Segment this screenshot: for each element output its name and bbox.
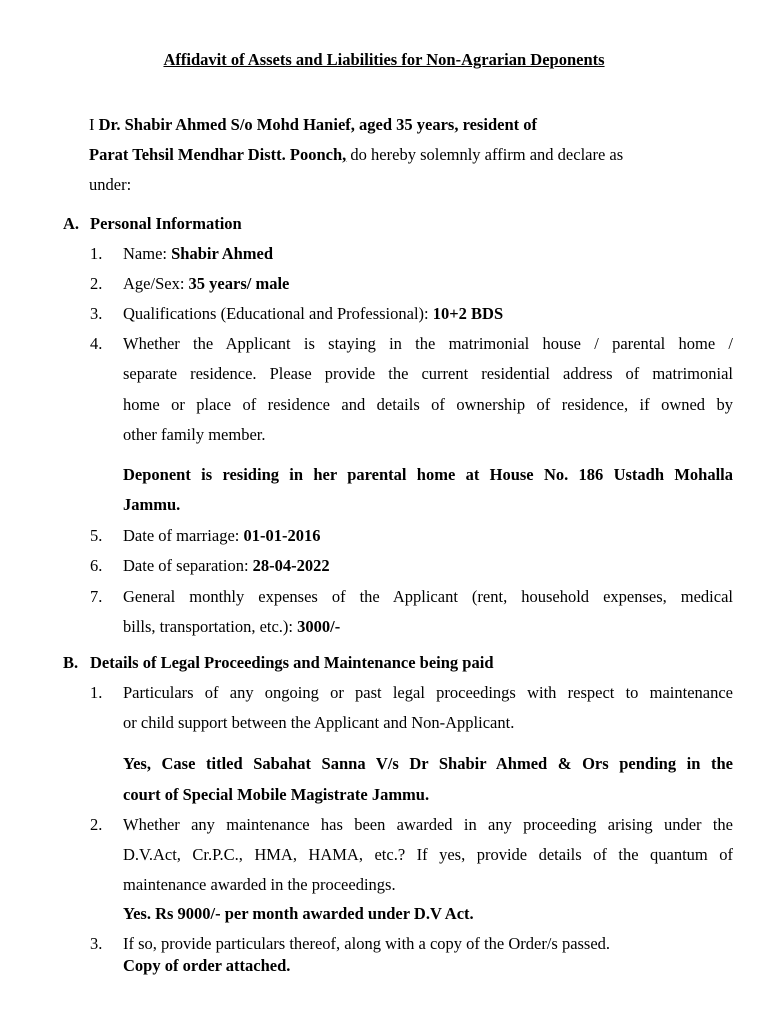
item-a4-answer-line-1: Deponent is residing in her parental home at House No. 186 Ustadh Mohalla [123, 465, 733, 484]
item-a5 [123, 526, 320, 546]
deponent-address: Parat Tehsil Mendhar Distt. Poonch [89, 145, 343, 164]
item-a4-line-3: home or place of residence and details of ownership of residence, if owned by [123, 395, 733, 414]
item-b2-line-1: Whether any maintenance has been awarded in any proceeding arising under the [123, 815, 733, 834]
document-title: Affidavit of Assets and Liabilities for Non-Agrarian Deponents [163, 50, 605, 69]
item-b2-line-2: D.V.Act, Cr.P.C., HMA, HAMA, etc.? If yes, provide details of the quantum of [123, 845, 733, 864]
item-a3-label: Qualifications (Educational and Professional): [123, 304, 433, 323]
item-a2-value: 35 years/ male [188, 274, 290, 293]
item-a1-label: Name: [123, 244, 172, 263]
item-b1-answer-line-1: Yes, Case titled Sabahat Sanna V/s Dr Shabir Ahmed & Ors pending in the [123, 754, 733, 773]
intro-line-1 [89, 115, 537, 135]
item-a2 [123, 274, 289, 294]
item-b1-line-1: Particulars of any ongoing or past legal proceedings with respect to maintenance [123, 683, 733, 702]
item-a1-number: 1. [90, 244, 103, 263]
item-b2-answer: Yes. Rs 9000/- per month awarded under D.V Act. [123, 904, 474, 923]
item-b3-line-1: If so, provide particulars thereof, along with a copy of the Order/s passed. [123, 934, 611, 953]
item-b2-line-3: maintenance awarded in the proceedings. [123, 875, 396, 894]
intro-prefix: I [89, 115, 99, 134]
section-a-heading: Personal Information [90, 214, 242, 233]
item-b3-number: 3. [90, 934, 103, 953]
item-b1-line-2: or child support between the Applicant and Non-Applicant. [123, 713, 515, 732]
marriage-date: 01-01-2016 [243, 526, 321, 545]
item-b1-number: 1. [90, 683, 103, 702]
section-a-letter: A. [63, 214, 80, 233]
item-a1 [123, 244, 273, 264]
item-a7-number: 7. [90, 587, 103, 606]
item-a2-label: Age/Sex: [123, 274, 189, 293]
declaration-text: do hereby solemnly affirm and declare as [346, 145, 624, 164]
section-b-letter: B. [63, 653, 79, 672]
item-a2-number: 2. [90, 274, 103, 293]
declaration-under: under: [89, 175, 132, 194]
item-a3-number: 3. [90, 304, 103, 323]
address-comma: , [342, 145, 347, 164]
deponent-name-line: Dr. Shabir Ahmed S/o Mohd Hanief, aged 35 years, resident of [98, 115, 537, 134]
item-a4-line-1: Whether the Applicant is staying in the matrimonial house / parental home / [123, 334, 733, 353]
item-a3-value: 10+2 BDS [432, 304, 504, 323]
item-a1-value: Shabir Ahmed [171, 244, 274, 263]
item-a4-answer-line-2: Jammu. [123, 495, 181, 514]
item-a7-line-1: General monthly expenses of the Applicant (rent, household expenses, medical [123, 587, 733, 606]
item-a3 [123, 304, 503, 324]
item-b3-answer: Copy of order attached. [123, 956, 291, 975]
item-a4-line-2: separate residence. Please provide the current residential address of matrimonial [123, 364, 733, 383]
item-a6 [123, 556, 330, 576]
item-a5-label: Date of marriage: [123, 526, 244, 545]
item-a6-number: 6. [90, 556, 103, 575]
monthly-expenses-value: 3000/- [297, 617, 341, 636]
item-a5-number: 5. [90, 526, 103, 545]
section-b-heading: Details of Legal Proceedings and Maintenance being paid [90, 653, 494, 672]
item-a4-line-4: other family member. [123, 425, 266, 444]
intro-line-2 [89, 145, 623, 165]
item-a6-label: Date of separation: [123, 556, 253, 575]
item-a7-label: bills, transportation, etc.): [123, 617, 298, 636]
item-b2-number: 2. [90, 815, 103, 834]
item-b1-answer-line-2: court of Special Mobile Magistrate Jammu. [123, 785, 430, 804]
item-a7-line-2 [123, 617, 340, 637]
intro-line-3 [89, 175, 131, 195]
separation-date: 28-04-2022 [252, 556, 330, 575]
item-a4-number: 4. [90, 334, 103, 353]
